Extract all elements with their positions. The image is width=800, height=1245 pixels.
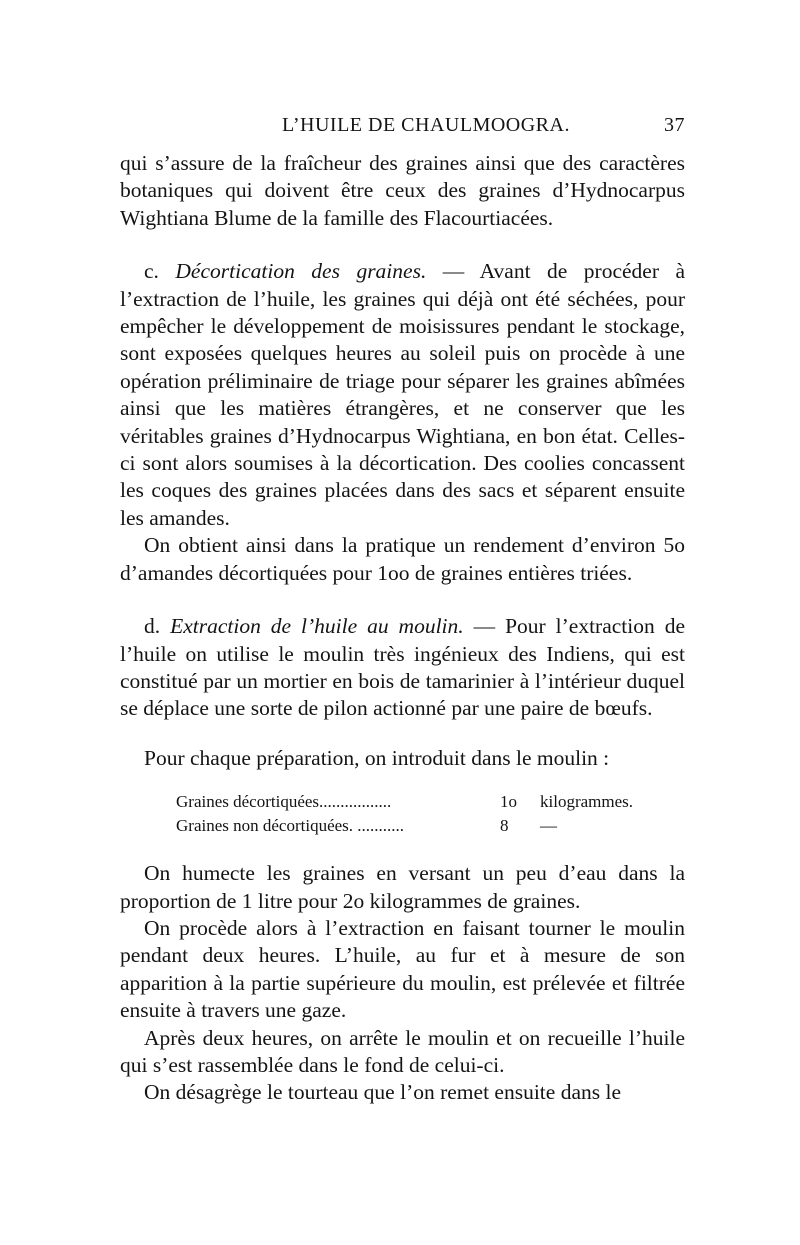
body-text [120,150,685,1107]
section-text: — Pour l’extraction de l’huile on utilise le moulin très ingénieux des Indiens, qui est constitué par un mortier en bois de tamarinier à l’intérieur duquel se déplace une sorte de pilon actionné par une paire de bœufs. [120,614,685,721]
running-title: L’HUILE DE CHAULMOOGRA. [282,114,570,136]
paragraph: Après deux heures, on arrête le moulin et on recueille l’huile qui s’est rassemblée dans le fond de celui-ci. [120,1025,685,1077]
section-title: Décortication des graines. [175,259,427,284]
paragraph: Pour chaque préparation, on introduit dans le moulin : [144,745,610,770]
page-number: 37 [664,114,685,136]
row-unit: — [540,816,557,836]
paragraph: On humecte les graines en versant un peu d’eau dans la proportion de 1 litre pour 2o kilogrammes de graines. [120,861,685,913]
paragraph: qui s’assure de la fraîcheur des graines ainsi que des caractères botaniques qui doivent être ceux des graines d’Hydnocarpus Wightiana Blume de la famille des Flacourtiacées. [120,151,685,230]
section-text: — Avant de procéder à l’extraction de l’huile, les graines qui déjà ont été séchées, pour empêcher le développement de moisissures pendant le stockage, sont exposées quelques heures au soleil puis on procède à une opération préliminaire de triage pour séparer les graines abîmées ainsi que les matières étrangères, et ne conserver que les véritables graines d’Hydnocarpus Wightiana, en bon état. Celles-ci sont alors soumises à la décortication. Des coolies concassent les coques des graines placées dans des sacs et séparent ensuite les amandes. [120,259,686,530]
section-letter: d. [144,614,161,639]
section-title: Extraction de l’huile au moulin. [170,614,464,639]
paragraph: On obtient ainsi dans la pratique un rendement d’environ 5o d’amandes décortiquées pour 1oo de graines entières triées. [120,533,685,585]
table-row [176,814,685,838]
row-label: Graines non décortiquées. ........... [176,816,405,836]
table-row [176,790,685,814]
section-d-paragraph [120,613,685,723]
row-unit: kilogrammes. [540,792,634,812]
page-header [120,114,685,142]
section-c-paragraph [120,258,685,532]
row-value: 1o [500,792,517,812]
paragraph: On procède alors à l’extraction en faisant tourner le moulin pendant deux heures. L’huile, au fur et à mesure de son apparition à la partie supérieure du moulin, est prélevée et filtrée ensuite à travers une gaze. [120,915,685,1023]
section-letter: c. [144,259,159,284]
row-label: Graines décortiquées................. [176,792,392,812]
row-value: 8 [500,816,509,836]
paragraph: On désagrège le tourteau que l’on remet ensuite dans le [144,1080,621,1105]
ingredients-table [176,790,685,838]
